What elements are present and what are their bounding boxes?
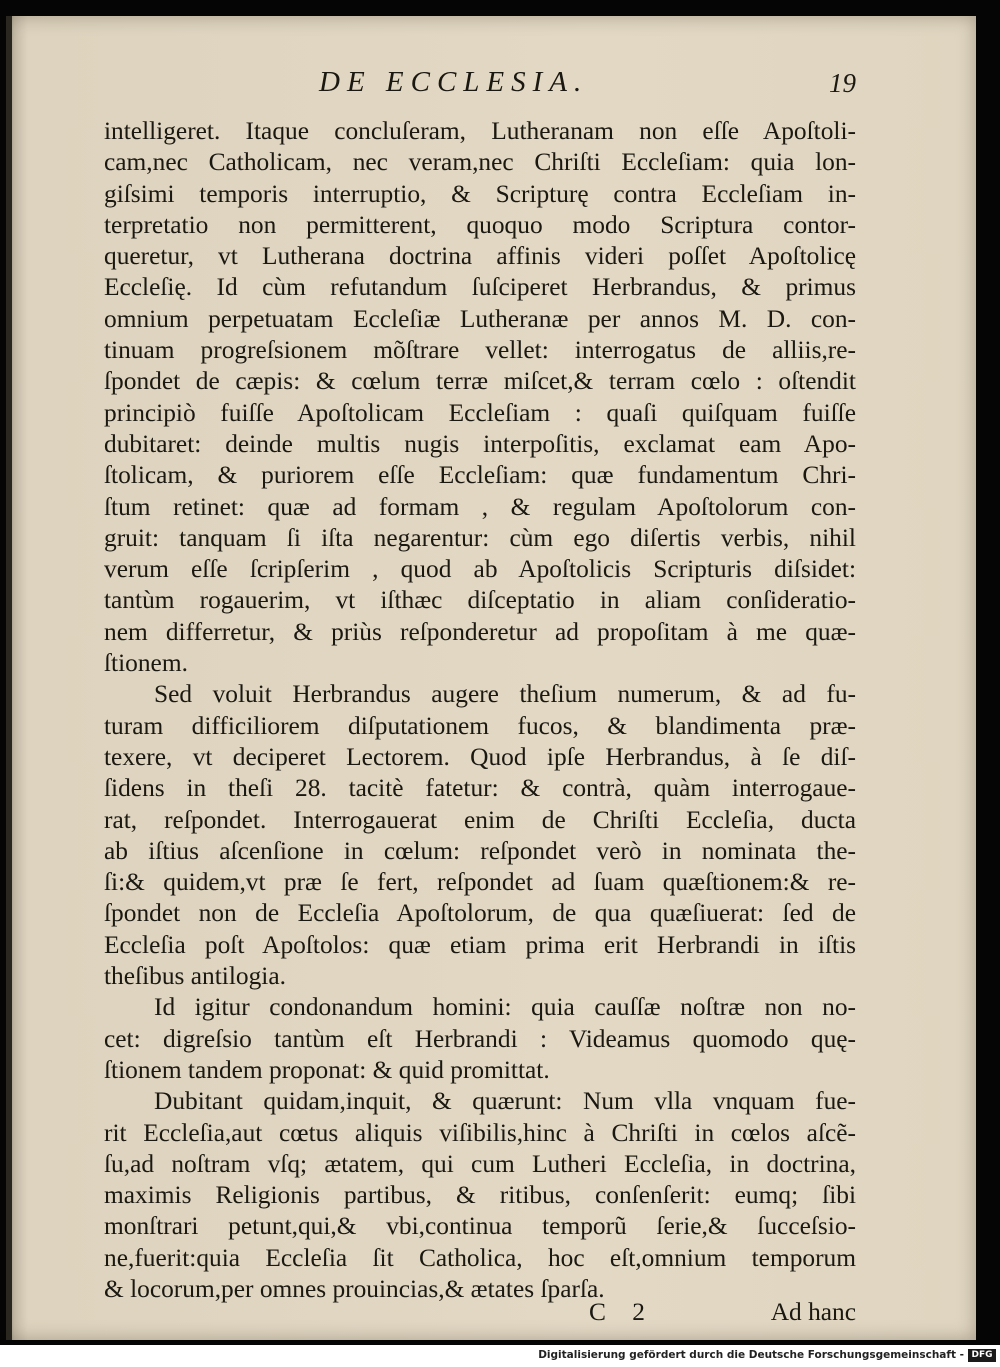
text-line: Eccleſię. Id cùm refutandum ſuſciperet Herbrandus, & primus: [104, 273, 856, 302]
text-line: rat, reſpondet. Interrogauerat enim de Chriſti Eccleſia, ducta: [104, 805, 856, 834]
credit-bar: [0, 1345, 1000, 1367]
text-line: queretur, vt Lutherana doctrina affinis videri poſſet Apoſtolicę: [104, 242, 856, 271]
text-line: ſidens in theſi 28. tacitè fatetur: & contrà, quàm interrogaue-: [104, 774, 856, 803]
running-title: DE ECCLESIA.: [319, 66, 589, 98]
text-line: Eccleſia poſt Apoſtolos: quæ etiam prima erit Herbrandi in iſtis: [104, 930, 856, 959]
page-header: [104, 66, 856, 106]
page-footer: [104, 1298, 856, 1332]
text-line: verum eſſe ſcripſerim , quod ab Apoſtolicis Scripturis diſsidet:: [104, 555, 856, 584]
text-line: ne,fuerit:quia Eccleſia ſit Catholica, hoc eſt,omnium temporum: [104, 1243, 856, 1272]
text-line: ſtionem.: [104, 649, 188, 678]
text-line: giſsimi temporis interruptio, & Scripturę contra Eccleſiam in-: [104, 179, 856, 208]
text-line: dubitaret: deinde multis nugis interpoſitis, exclamat eam Apo-: [104, 429, 856, 458]
text-line: omnium perpetuatam Eccleſiæ Lutheranæ per annos M. D. con-: [104, 304, 856, 333]
text-line: cam,nec Catholicam, nec veram,nec Chriſti Eccleſiam: quia lon-: [104, 148, 856, 177]
text-line: ſtionem tandem proponat: & quid promittat.: [104, 1055, 550, 1084]
paragraph-start-line: Id igitur condonandum homini: quia cauſſæ noſtræ non no-: [154, 993, 856, 1022]
text-line: ſtum retinet: quæ ad formam , & regulam Apoſtolorum con-: [104, 492, 856, 521]
text-line: terpretatio non permitterent, quoquo modo Scriptura contor-: [104, 210, 856, 239]
dfg-logo: DFG: [968, 1349, 996, 1362]
catchword: Ad hanc: [770, 1298, 856, 1326]
funding-credit: Digitalisierung gefördert durch die Deutsche Forschungsgemeinschaft -: [538, 1349, 964, 1361]
paragraph-start-line: Dubitant quidam,inquit, & quærunt: Num vlla vnquam fue-: [154, 1087, 856, 1116]
text-line: ſi:& quidem,vt præ ſe fert, reſpondet ad ſuam quæſtionem:& re-: [104, 868, 856, 897]
body-text: [104, 116, 856, 1305]
text-line: cet: digreſsio tantùm eſt Herbrandi : Videamus quomodo quę-: [104, 1024, 856, 1053]
text-line: texere, vt deciperet Lectorem. Quod ipſe Herbrandus, à ſe diſ-: [104, 742, 856, 771]
text-line: ſtolicam, & puriorem eſſe Eccleſiam: quæ fundamentum Chri-: [104, 461, 856, 490]
text-line: ab iſtius aſcenſione in cœlum: reſpondet verò in nominata the-: [104, 836, 856, 865]
text-line: turam difficiliorem diſputationem fucos, & blandimenta præ-: [104, 711, 856, 740]
text-line: monſtrari petunt,qui,& vbi,continua temporũ ſerie,& ſucceſsio-: [104, 1212, 856, 1241]
text-line: gruit: tanquam ſi iſta negarentur: cùm ego diſertis verbis, nihil: [104, 523, 856, 552]
text-line: nem differretur, & priùs reſponderetur ad propoſitam à me quæ-: [104, 617, 856, 646]
text-line: theſibus antilogia.: [104, 962, 286, 991]
text-line: ſu,ad noſtram vſq; ætatem, qui cum Lutheri Eccleſia, in doctrina,: [104, 1149, 856, 1178]
text-line: principiò fuiſſe Apoſtolicam Eccleſiam : quaſi quiſquam fuiſſe: [104, 398, 856, 427]
text-line: tinuam progreſsionem mõſtrare vellet: interrogatus de alliis,re-: [104, 336, 856, 365]
text-line: intelligeret. Itaque concluſeram, Lutheranam non eſſe Apoſtoli-: [104, 117, 856, 145]
page-number: 19: [829, 68, 856, 98]
signature-mark: C 2: [589, 1298, 655, 1326]
paragraph-start-line: Sed voluit Herbrandus augere theſium numerum, & ad fu-: [154, 680, 856, 709]
text-line: rit Eccleſia,aut cœtus aliquis viſibilis,hinc à Chriſti in cœlos aſcẽ-: [104, 1118, 856, 1147]
text-line: maximis Religionis partibus, & ritibus, conſenſerit: eumq; ſibi: [104, 1181, 856, 1210]
text-line: ſpondet de cæpis: & cœlum terræ miſcet,& terram cœlo : oſtendit: [104, 367, 856, 396]
text-line: tantùm rogauerim, vt iſthæc diſceptatio in aliam conſideratio-: [104, 586, 856, 615]
page-gutter: [6, 16, 12, 1340]
book-page: [6, 16, 976, 1340]
text-line: ſpondet non de Eccleſia Apoſtolorum, de qua quæſiuerat: ſed de: [104, 899, 856, 928]
text-line: & locorum,per omnes prouincias,& ætates ſparſa.: [104, 1274, 605, 1303]
